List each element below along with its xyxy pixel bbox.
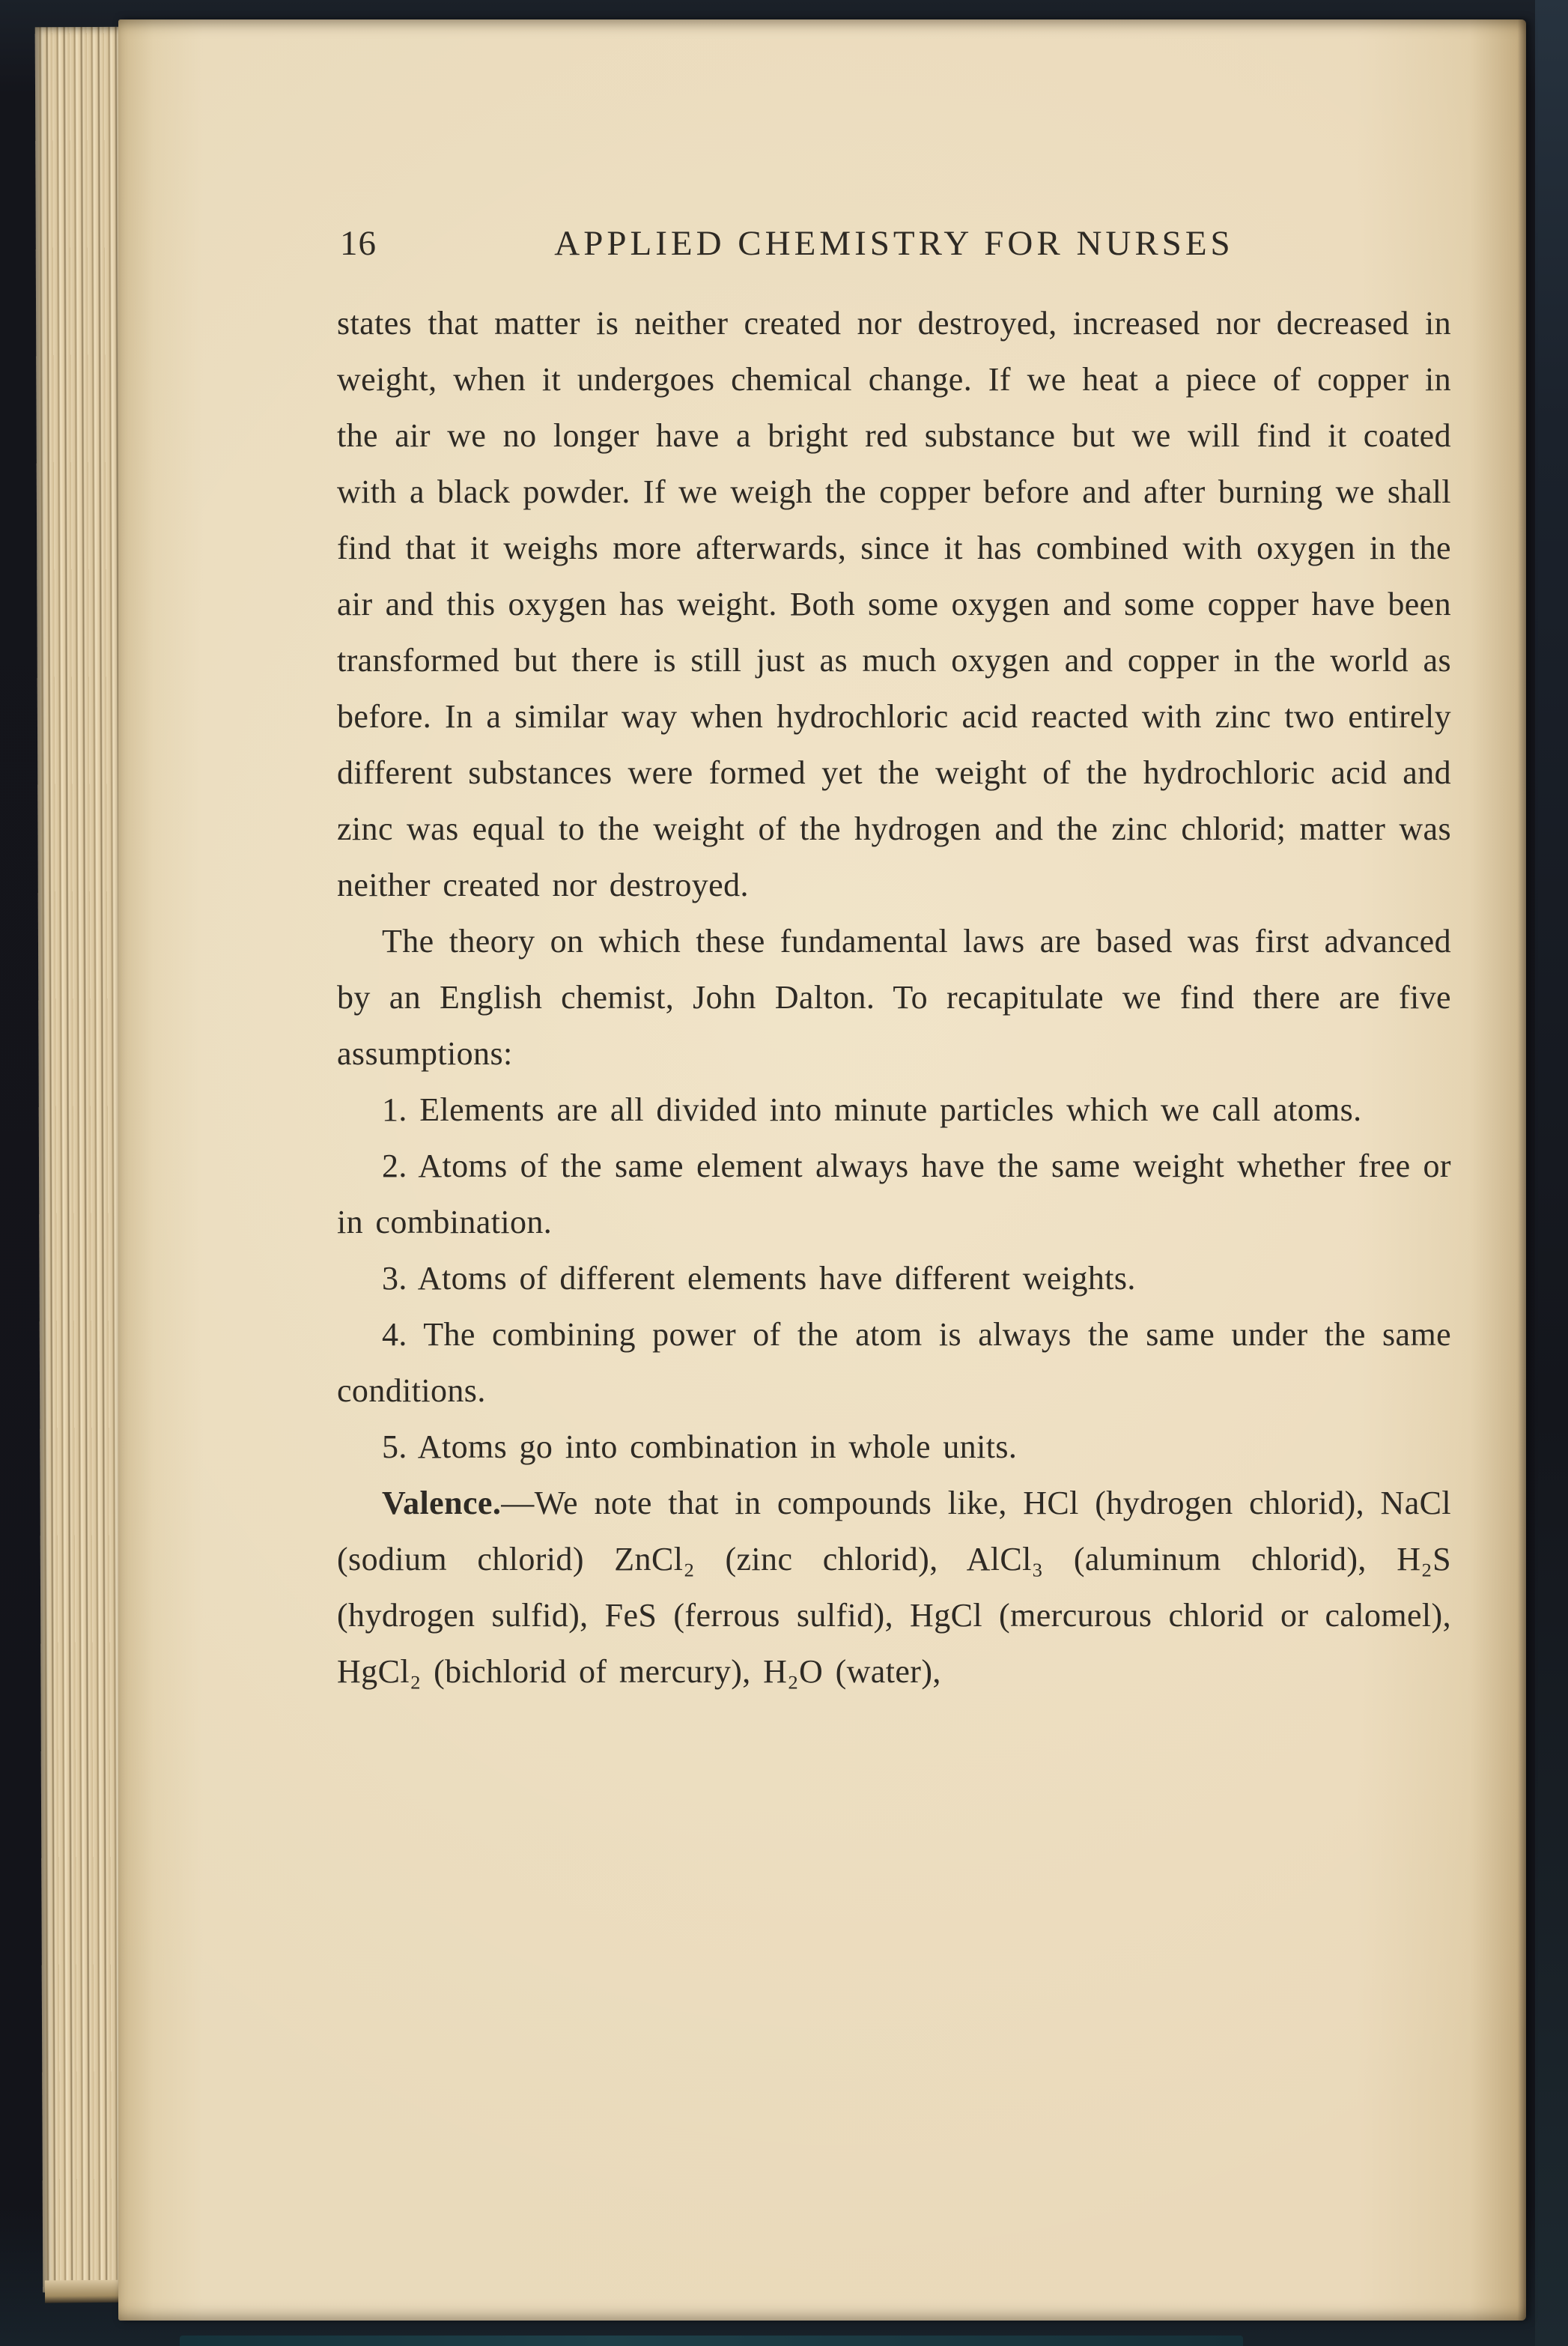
book-page — [118, 19, 1526, 2321]
running-head — [337, 223, 1451, 282]
list-item-3: 3. Atoms of different elements have different weights. — [382, 1260, 1136, 1297]
book-cover-edge-bottom — [180, 2336, 1243, 2346]
paragraph-lead-valence: Valence. — [382, 1485, 502, 1521]
paragraph: states that matter is neither created nor destroyed, increased nor decreased in weight, when it undergoes chemical change. If we heat a piece of copper in the air we no longer have a bright red substance but we will find it coated with a black powder. If we weigh the copper before and after burning we shall find that it weighs more afterwards, since it has combined with oxygen in the air and this oxygen has weight. Both some oxygen and some copper have been transformed but there is still just as much oxygen and copper in the world as before. In a similar way when hydrochloric acid reacted with zinc two entirely different substances were formed yet the weight of the hydrochloric acid and zinc was equal to the weight of the hydrogen and the zinc chlorid; matter was neither created nor destroyed. — [337, 305, 1451, 903]
paragraph: The theory on which these fundamental laws are based was first advanced by an English chemist, John Dalton. To recapitulate we find there are five assumptions: — [337, 923, 1451, 1072]
page-number: 16 — [340, 224, 377, 263]
list-item-4: 4. The combining power of the atom is always the same under the same conditions. — [337, 1316, 1451, 1409]
list-item-2: 2. Atoms of the same element always have the same weight whether free or in combination. — [337, 1148, 1451, 1240]
running-title: APPLIED CHEMISTRY FOR NURSES — [554, 224, 1234, 263]
book-cover-edge-right — [1535, 0, 1568, 2346]
list-item-1: 1. Elements are all divided into minute particles which we call atoms. — [382, 1091, 1362, 1128]
body-text — [337, 295, 1451, 1700]
paragraph-valence — [337, 1475, 1451, 1700]
paragraph-valence-text: —We note that in compounds like, HCl (hydrogen chlorid), NaCl (sodium chlorid) ZnCl₂ (zinc chlorid), AlCl₃ (aluminum chlorid), H₂S (hydrogen sulfid), FeS (ferrous sulfid), HgCl (mercurous chlorid or calomel), HgCl₂ (bichlorid of mercury), H₂O (water), — [337, 1485, 1451, 1690]
page-content — [118, 19, 1526, 2321]
list-item-5: 5. Atoms go into combination in whole units. — [382, 1428, 1018, 1465]
